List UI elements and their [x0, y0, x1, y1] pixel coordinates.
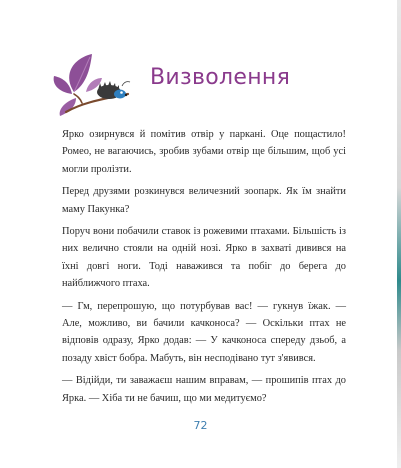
- hedgehog-spikes: [98, 81, 119, 91]
- page-edge-strip: [397, 0, 401, 468]
- hedgehog-eye: [120, 91, 123, 94]
- hedgehog-face: [114, 90, 126, 99]
- paragraph: Перед друзями розкинувся величезний зоопарк. Як їм знайти маму Пакунка?: [62, 186, 346, 215]
- hedgehog-nose: [125, 94, 127, 96]
- hedgehog-whisker: [122, 82, 130, 86]
- paragraph: — Гм, перепрошую, що потурбував вас! — гукнув їжак. — Але, можливо, ви бачили качконоса? — Оскільки птах не відповів одразу, Ярко додав: — У качконоса спереду дзьоб, а позаду хвіст бобра. Мабуть, він несподівано тут з'явився.: [62, 300, 346, 364]
- paragraph: Ярко озирнувся й помітив отвір у паркані. Оце пощастило! Ромео, не вагаючись, зробив зубами отвір ще більшим, щоб усі могли пролізти.: [62, 129, 346, 175]
- body-text: [62, 126, 346, 407]
- chapter-title: Визволення: [150, 65, 291, 90]
- paragraph: Поруч вони побачили ставок із рожевими птахами. Більшість із них велично стояли на одній нозі. Ярко в захваті дивився на їхні довгі ноги. Тоді наважився та побіг до берега до найближчого птаха.: [62, 226, 346, 290]
- paragraph: — Відійди, ти заважаєш нашим вправам, — прошипів птах до Ярка. — Хіба ти не бачиш, що ми медитуємо?: [62, 375, 346, 404]
- page-number: 72: [193, 419, 208, 432]
- hedgehog-on-branch-icon: [52, 52, 132, 118]
